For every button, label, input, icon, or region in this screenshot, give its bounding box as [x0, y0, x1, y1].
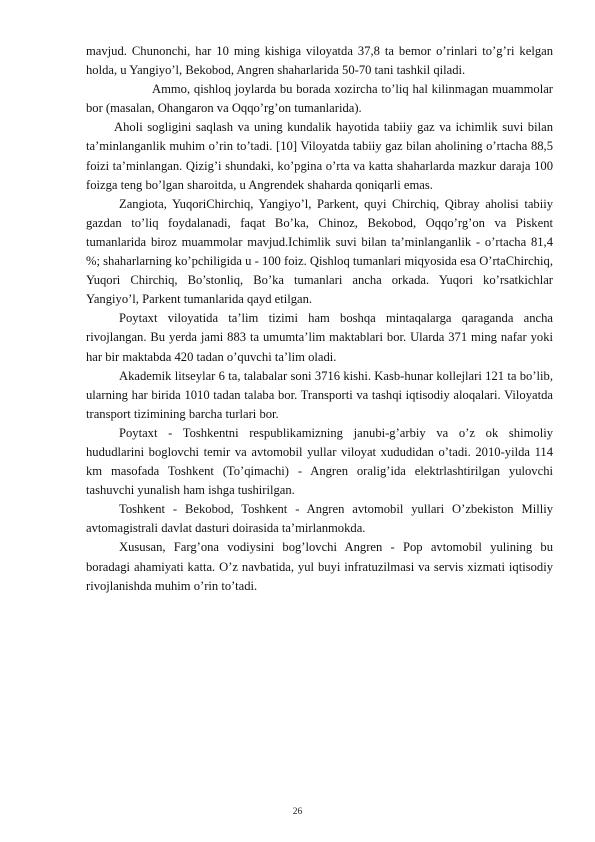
paragraph-hospital-beds: mavjud. Chunonchi, har 10 ming kishiga viloyatda 37,8 ta bemor o’rinlari to’g’ri kelgan holda, u Yangiyo’l, Bekobod, Angren shaharlarida 50-70 tani tashkil qiladi.: [86, 44, 553, 78]
paragraph-angren-pop-road: Xususan, Farg’ona vodiysini bog’lovchi Angren - Pop avtomobil yulining bu boradagi ahamiyati katta. O’z navbatida, yul buyi infratuzilmasi va servis xizmati iqtisodiy rivojlanishda muhim o’rin to’tadi.: [86, 540, 553, 593]
page-number: 26: [292, 807, 303, 817]
paragraph-districts-gas-water: Zangiota, YuqoriChirchiq, Yangiyo’l, Parkent, quyi Chirchiq, Qibray aholisi tabiiy gazdan to’liq foydalanadi, faqat Bo’ka, Chinoz, Bekobod, Oqqo’rg’on va Piskent tumanlarida biroz muammolar mavjud.Ichimlik suvi bilan ta’minlanganlik - o’rtacha 81,4 %; shaharlarning ko’pchiligida u - 100 foiz. Qishloq tumanlari miqyosida esa O’rtaChirchiq, Yuqori Chirchiq, Bo’stonliq, Bo’ka tumanlari ancha orkada. Yuqori ko’rsatkichlar Yangiyo’l, Parkent tumanlarida qayd etilgan.: [86, 196, 553, 307]
paragraph-railways: Poytaxt - Toshkentni respublikamizning janubi-g’arbiy va o’z ok shimoliy hududlarini boglovchi temir va avtomobil yullar viloyat xududidan o’tadi. 2010-yilda 114 km masofada Toshkent (To’qimachi) - Angren oralig’ida elektrlashtirilgan yulovchi tashuvchi yunalish ham ishga tushirilgan.: [86, 425, 553, 498]
paragraph-highways: Toshkent - Bekobod, Toshkent - Angren avtomobil yullari O’zbekiston Milliy avtomagistrali davlat dasturi doirasida ta’mirlanmokda.: [86, 502, 553, 536]
paragraph-rural-problems: Ammo, qishloq joylarda bu borada xozircha to’liq hal kilinmagan muammolar bor (masalan, Ohangaron va Oqqo’rg’on tumanlarida).: [86, 82, 553, 116]
document-body: [86, 42, 553, 596]
paragraph-gas-supply: Aholi sogligini saqlash va uning kundalik hayotida tabiiy gaz va ichimlik suvi bilan ta’minlanganlik muhim o’rin to’tadi. [10] Viloyatda tabiiy gaz bilan aholining o’rtacha 88,5 foizi ta’minlangan. Qizig’i shundaki, ko’pgina o’rta va katta shaharlarda mazkur daraja 100 foizga teng bo’lgan sharoitda, u Angrendek shaharda qoniqarli emas.: [86, 120, 553, 192]
paragraph-education-schools: Poytaxt viloyatida ta’lim tizimi ham boshqa mintaqalarga qaraganda ancha rivojlangan. Bu yerda jami 883 ta umumta’lim maktablari bor. Ularda 371 ming nafar yoki har bir maktabda 420 tadan o’quvchi ta’lim oladi.: [86, 311, 553, 364]
paragraph-lyceums-colleges: Akademik litseylar 6 ta, talabalar soni 3716 kishi. Kasb-hunar kollejlari 121 ta bo’lib, ularning har birida 1010 tadan talaba bor. Transporti va tashqi iqtisodiy aloqalari. Viloyatda transport tizimining barcha turlari bor.: [86, 368, 553, 421]
